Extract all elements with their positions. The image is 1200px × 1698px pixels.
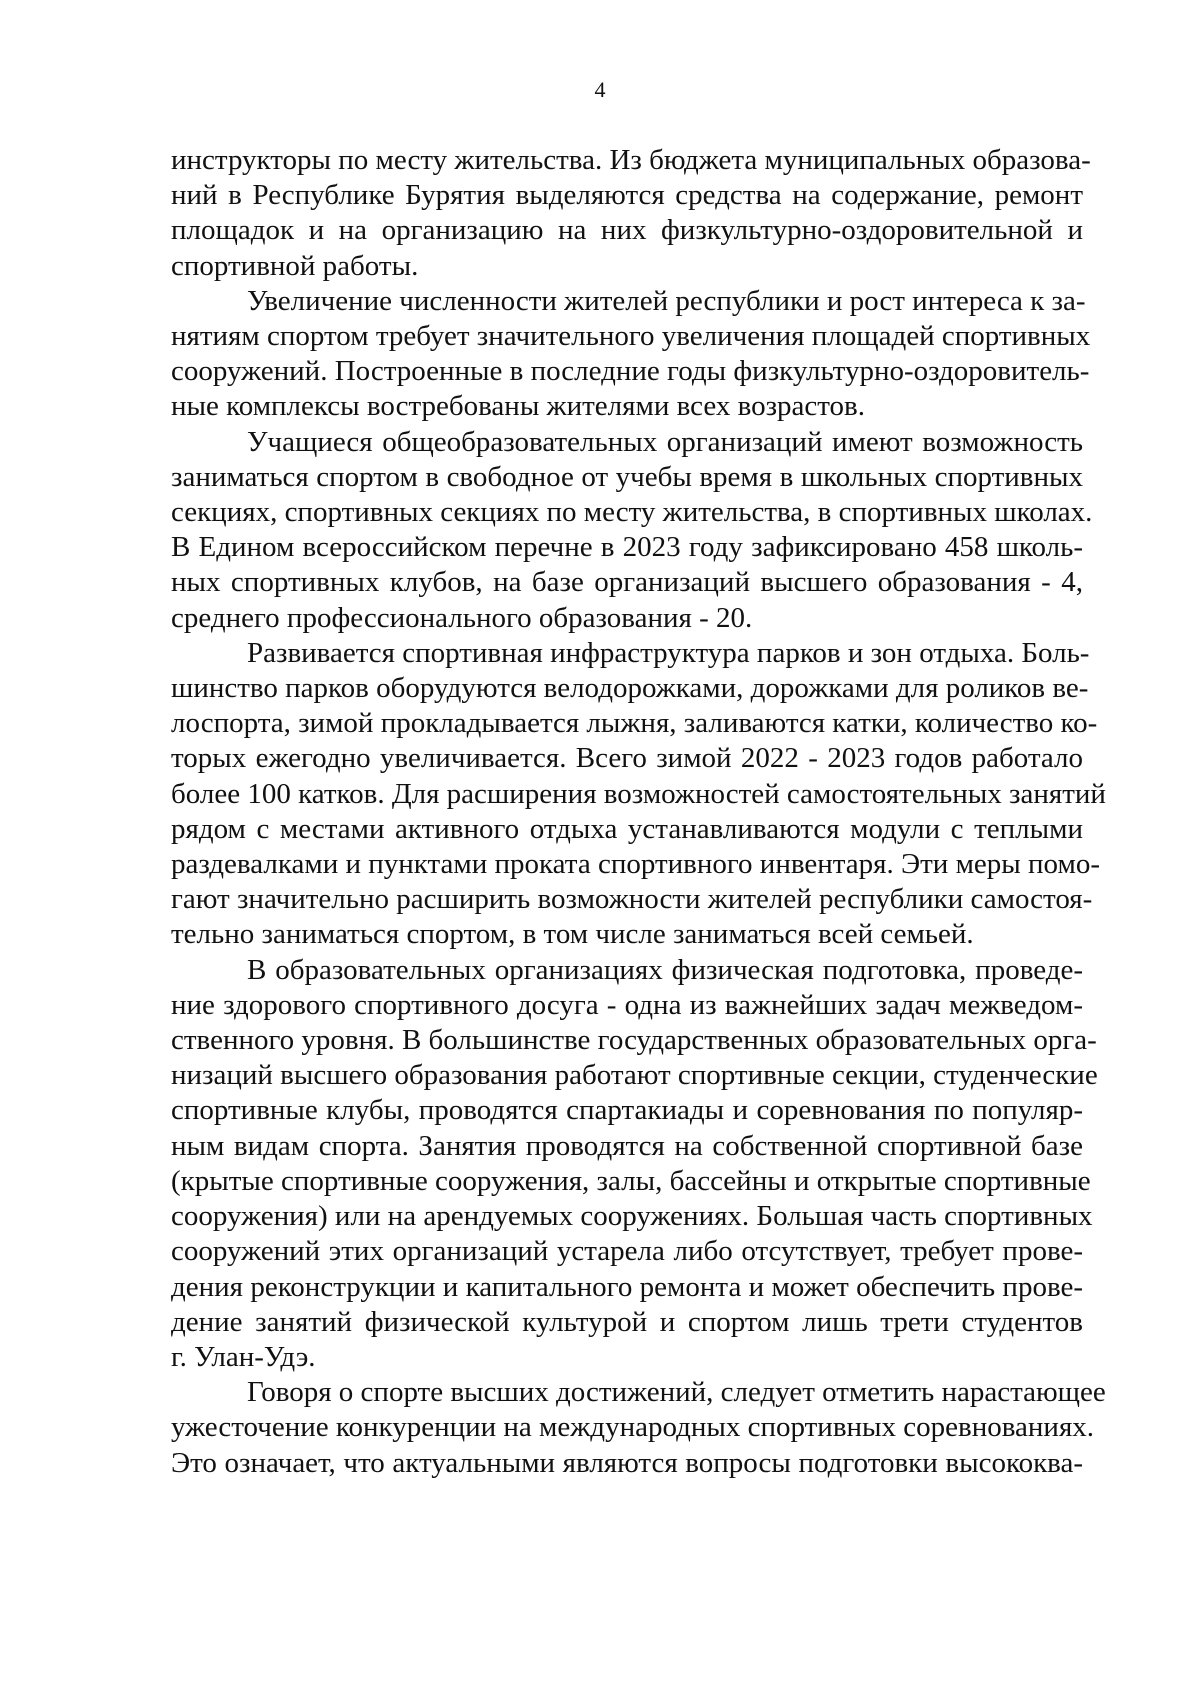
text-line: инструкторы по месту жительства. Из бюджета муниципальных образова- — [171, 144, 1091, 176]
text-line: площадок и на организацию на них физкультурно-оздоровительной и — [171, 214, 1083, 247]
paragraph — [171, 1375, 1106, 1481]
paragraph — [171, 953, 1098, 1375]
text-line: Развивается спортивная инфраструктура парков и зон отдыха. Боль- — [247, 636, 1090, 669]
text-line: ужесточение конкуренции на международных спортивных соревнованиях. — [171, 1411, 1095, 1444]
text-line: ных спортивных клубов, на базе организаций высшего образования - 4, — [171, 566, 1083, 599]
text-line: спортивные клубы, проводятся спартакиады и соревнования по популяр- — [171, 1094, 1083, 1127]
document-body — [171, 143, 1106, 1481]
page-number: 4 — [594, 77, 606, 102]
text-line: ные комплексы востребованы жителями всех возрастов. — [171, 390, 866, 423]
text-line: (крытые спортивные сооружения, залы, бассейны и открытые спортивные — [171, 1164, 1091, 1197]
text-line: дение занятий физической культурой и спортом лишь трети студентов — [171, 1305, 1083, 1338]
text-line: г. Улан-Удэ. — [171, 1340, 316, 1373]
paragraph — [171, 143, 1091, 284]
text-line: ние здорового спортивного досуга - одна из важнейших задач межведом- — [171, 988, 1083, 1021]
text-line: Говоря о спорте высших достижений, следует отметить нарастающее — [247, 1376, 1106, 1409]
text-line: Учащиеся общеобразовательных организаций имеют возможность — [247, 425, 1083, 458]
text-line: сооружения) или на арендуемых сооружениях. Большая часть спортивных — [171, 1200, 1093, 1233]
text-line: спортивной работы. — [171, 249, 419, 282]
text-line: тельно заниматься спортом, в том числе заниматься всей семьей. — [171, 918, 974, 951]
text-line: более 100 катков. Для расширения возможностей самостоятельных занятий — [171, 777, 1106, 810]
text-line: секциях, спортивных секциях по месту жительства, в спортивных школах. — [171, 496, 1093, 529]
text-line: В Едином всероссийском перечне в 2023 году зафиксировано 458 школь- — [171, 531, 1083, 564]
text-line: сооружений этих организаций устарела либо отсутствует, требует прове- — [171, 1235, 1083, 1268]
text-line: шинство парков оборудуются велодорожками, дорожками для роликов ве- — [171, 672, 1089, 705]
text-line: Увеличение численности жителей республики и рост интереса к за- — [247, 284, 1086, 317]
text-line: низаций высшего образования работают спортивные секции, студенческие — [171, 1059, 1098, 1092]
text-line: дения реконструкции и капитального ремонта и может обеспечить прове- — [171, 1270, 1083, 1303]
text-line: Это означает, что актуальными являются вопросы подготовки высококва- — [171, 1446, 1083, 1479]
text-line: ний в Республике Бурятия выделяются средства на содержание, ремонт — [171, 179, 1083, 212]
text-line: В образовательных организациях физическая подготовка, проведе- — [247, 953, 1083, 986]
text-line: гают значительно расширить возможности жителей республики самостоя- — [171, 883, 1093, 916]
text-line: ственного уровня. В большинстве государственных образовательных орга- — [171, 1024, 1097, 1057]
paragraph — [171, 636, 1106, 953]
text-line: среднего профессионального образования - 20. — [171, 601, 753, 634]
paragraph — [171, 284, 1091, 425]
text-line: сооружений. Построенные в последние годы физкультурно-оздоровитель- — [171, 355, 1090, 388]
text-line: торых ежегодно увеличивается. Всего зимой 2022 - 2023 годов работало — [171, 742, 1083, 775]
text-line: нятиям спортом требует значительного увеличения площадей спортивных — [171, 320, 1091, 353]
text-line: заниматься спортом в свободное от учебы время в школьных спортивных — [171, 460, 1083, 493]
text-line: раздевалками и пунктами проката спортивного инвентаря. Эти меры помо- — [171, 848, 1101, 881]
text-line: лоспорта, зимой прокладывается лыжня, заливаются катки, количество ко- — [171, 707, 1098, 740]
text-line: рядом с местами активного отдыха устанавливаются модули с теплыми — [171, 812, 1083, 845]
paragraph — [171, 425, 1093, 636]
text-line: ным видам спорта. Занятия проводятся на собственной спортивной базе — [171, 1129, 1083, 1162]
